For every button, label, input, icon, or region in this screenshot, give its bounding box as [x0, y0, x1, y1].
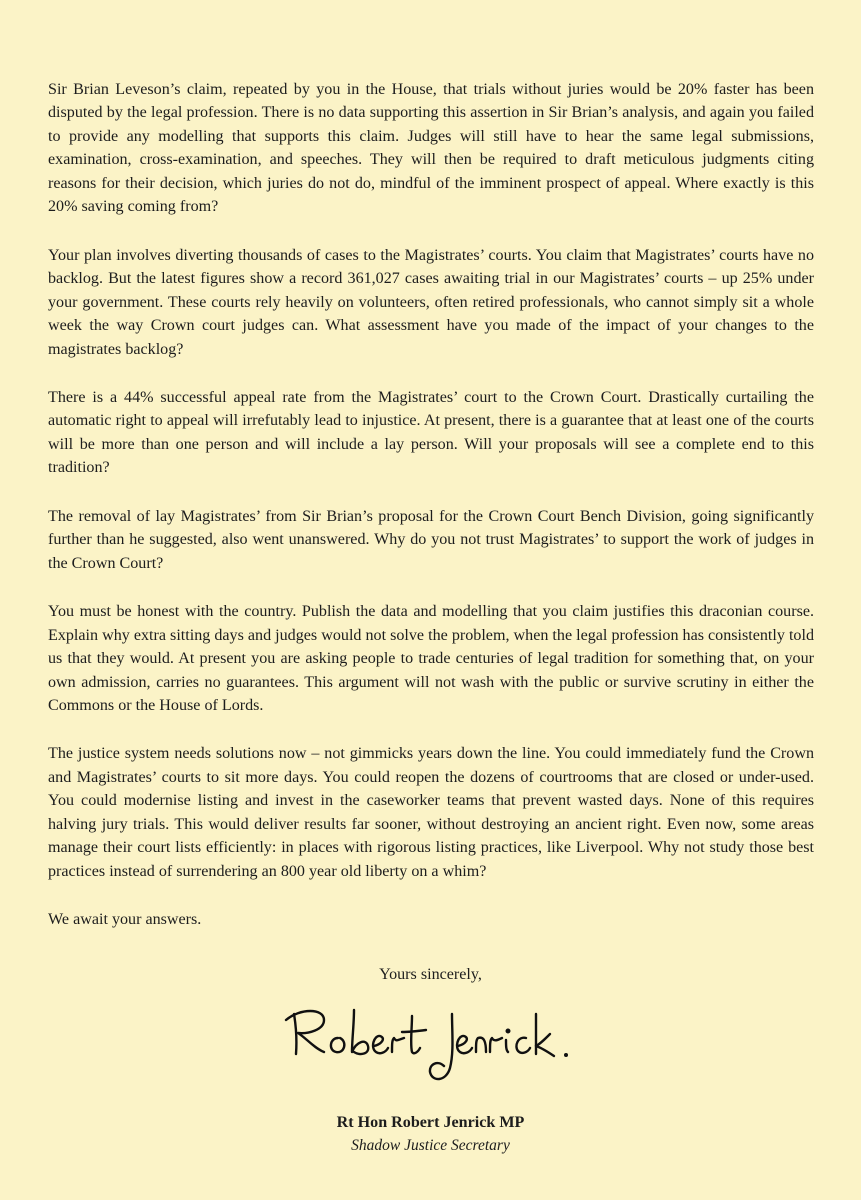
- paragraph-appeal-rate: There is a 44% successful appeal rate from the Magistrates’ court to the Crown Court. Drastically curtailing the automatic right to appeal will irrefutably lead to injustice. At present, there is a guarantee that at least one of the courts will be more than one person and will include a lay person. Will your proposals will see a complete end to this tradition?: [48, 388, 814, 477]
- signer-title: Shadow Justice Secretary: [351, 1137, 510, 1154]
- paragraph-await-answers: We await your answers.: [48, 911, 202, 929]
- letter-body: [48, 78, 814, 932]
- paragraph-leveson-claim: Sir Brian Leveson’s claim, repeated by you in the House, that trials without juries would be 20% faster has been disputed by the legal profession. There is no data supporting this assertion in Sir Brian’s analysis, and again you failed to provide any modelling that supports this claim. Judges will still have to hear the same legal submissions, examination, cross-examination, and speeches. They will then be required to draft meticulous judgments citing reasons for their decision, which juries do not do, mindful of the imminent prospect of appeal. Where exactly is this 20% saving coming from?: [48, 81, 814, 216]
- handwritten-signature: [280, 1000, 600, 1100]
- signer-block: [0, 1111, 861, 1157]
- paragraph-justice-solutions: The justice system needs solutions now – not gimmicks years down the line. You could immediately fund the Crown and Magistrates’ courts to sit more days. You could reopen the dozens of courtrooms that are closed or under-used. You could modernise listing and invest in the caseworker teams that prevent wasted days. None of this requires halving jury trials. This would deliver results far sooner, without destroying an ancient right. Even now, some areas manage their court lists efficiently: in places with rigorous listing practices, like Liverpool. Why not study those best practices instead of surrendering an 800 year old liberty on a whim?: [48, 745, 814, 880]
- signer-name: Rt Hon Robert Jenrick MP: [336, 1114, 525, 1131]
- signature-drawing: [280, 1000, 600, 1100]
- paragraph-publish-data: You must be honest with the country. Publish the data and modelling that you claim justifies this draconian course. Explain why extra sitting days and judges would not solve the problem, when the legal profession has consistently told us that they would. At present you are asking people to trade centuries of legal tradition for something that, on your own admission, carries no guarantees. This argument will not wash with the public or survive scrutiny in either the Commons or the House of Lords.: [48, 603, 814, 714]
- paragraph-lay-magistrates: The removal of lay Magistrates’ from Sir Brian’s proposal for the Crown Court Bench Division, going significantly further than he suggested, also went unanswered. Why do you not trust Magistrates’ to support the work of judges in the Crown Court?: [48, 507, 814, 572]
- closing-salutation: Yours sincerely,: [379, 966, 482, 983]
- paragraph-magistrates-backlog: Your plan involves diverting thousands of cases to the Magistrates’ courts. You claim that Magistrates’ courts have no backlog. But the latest figures show a record 361,027 cases awaiting trial in our Magistrates’ courts – up 25% under your government. These courts rely heavily on volunteers, often retired professionals, who cannot simply sit a whole week the way Crown court judges can. What assessment have you made of the impact of your changes to the magistrates backlog?: [48, 246, 814, 358]
